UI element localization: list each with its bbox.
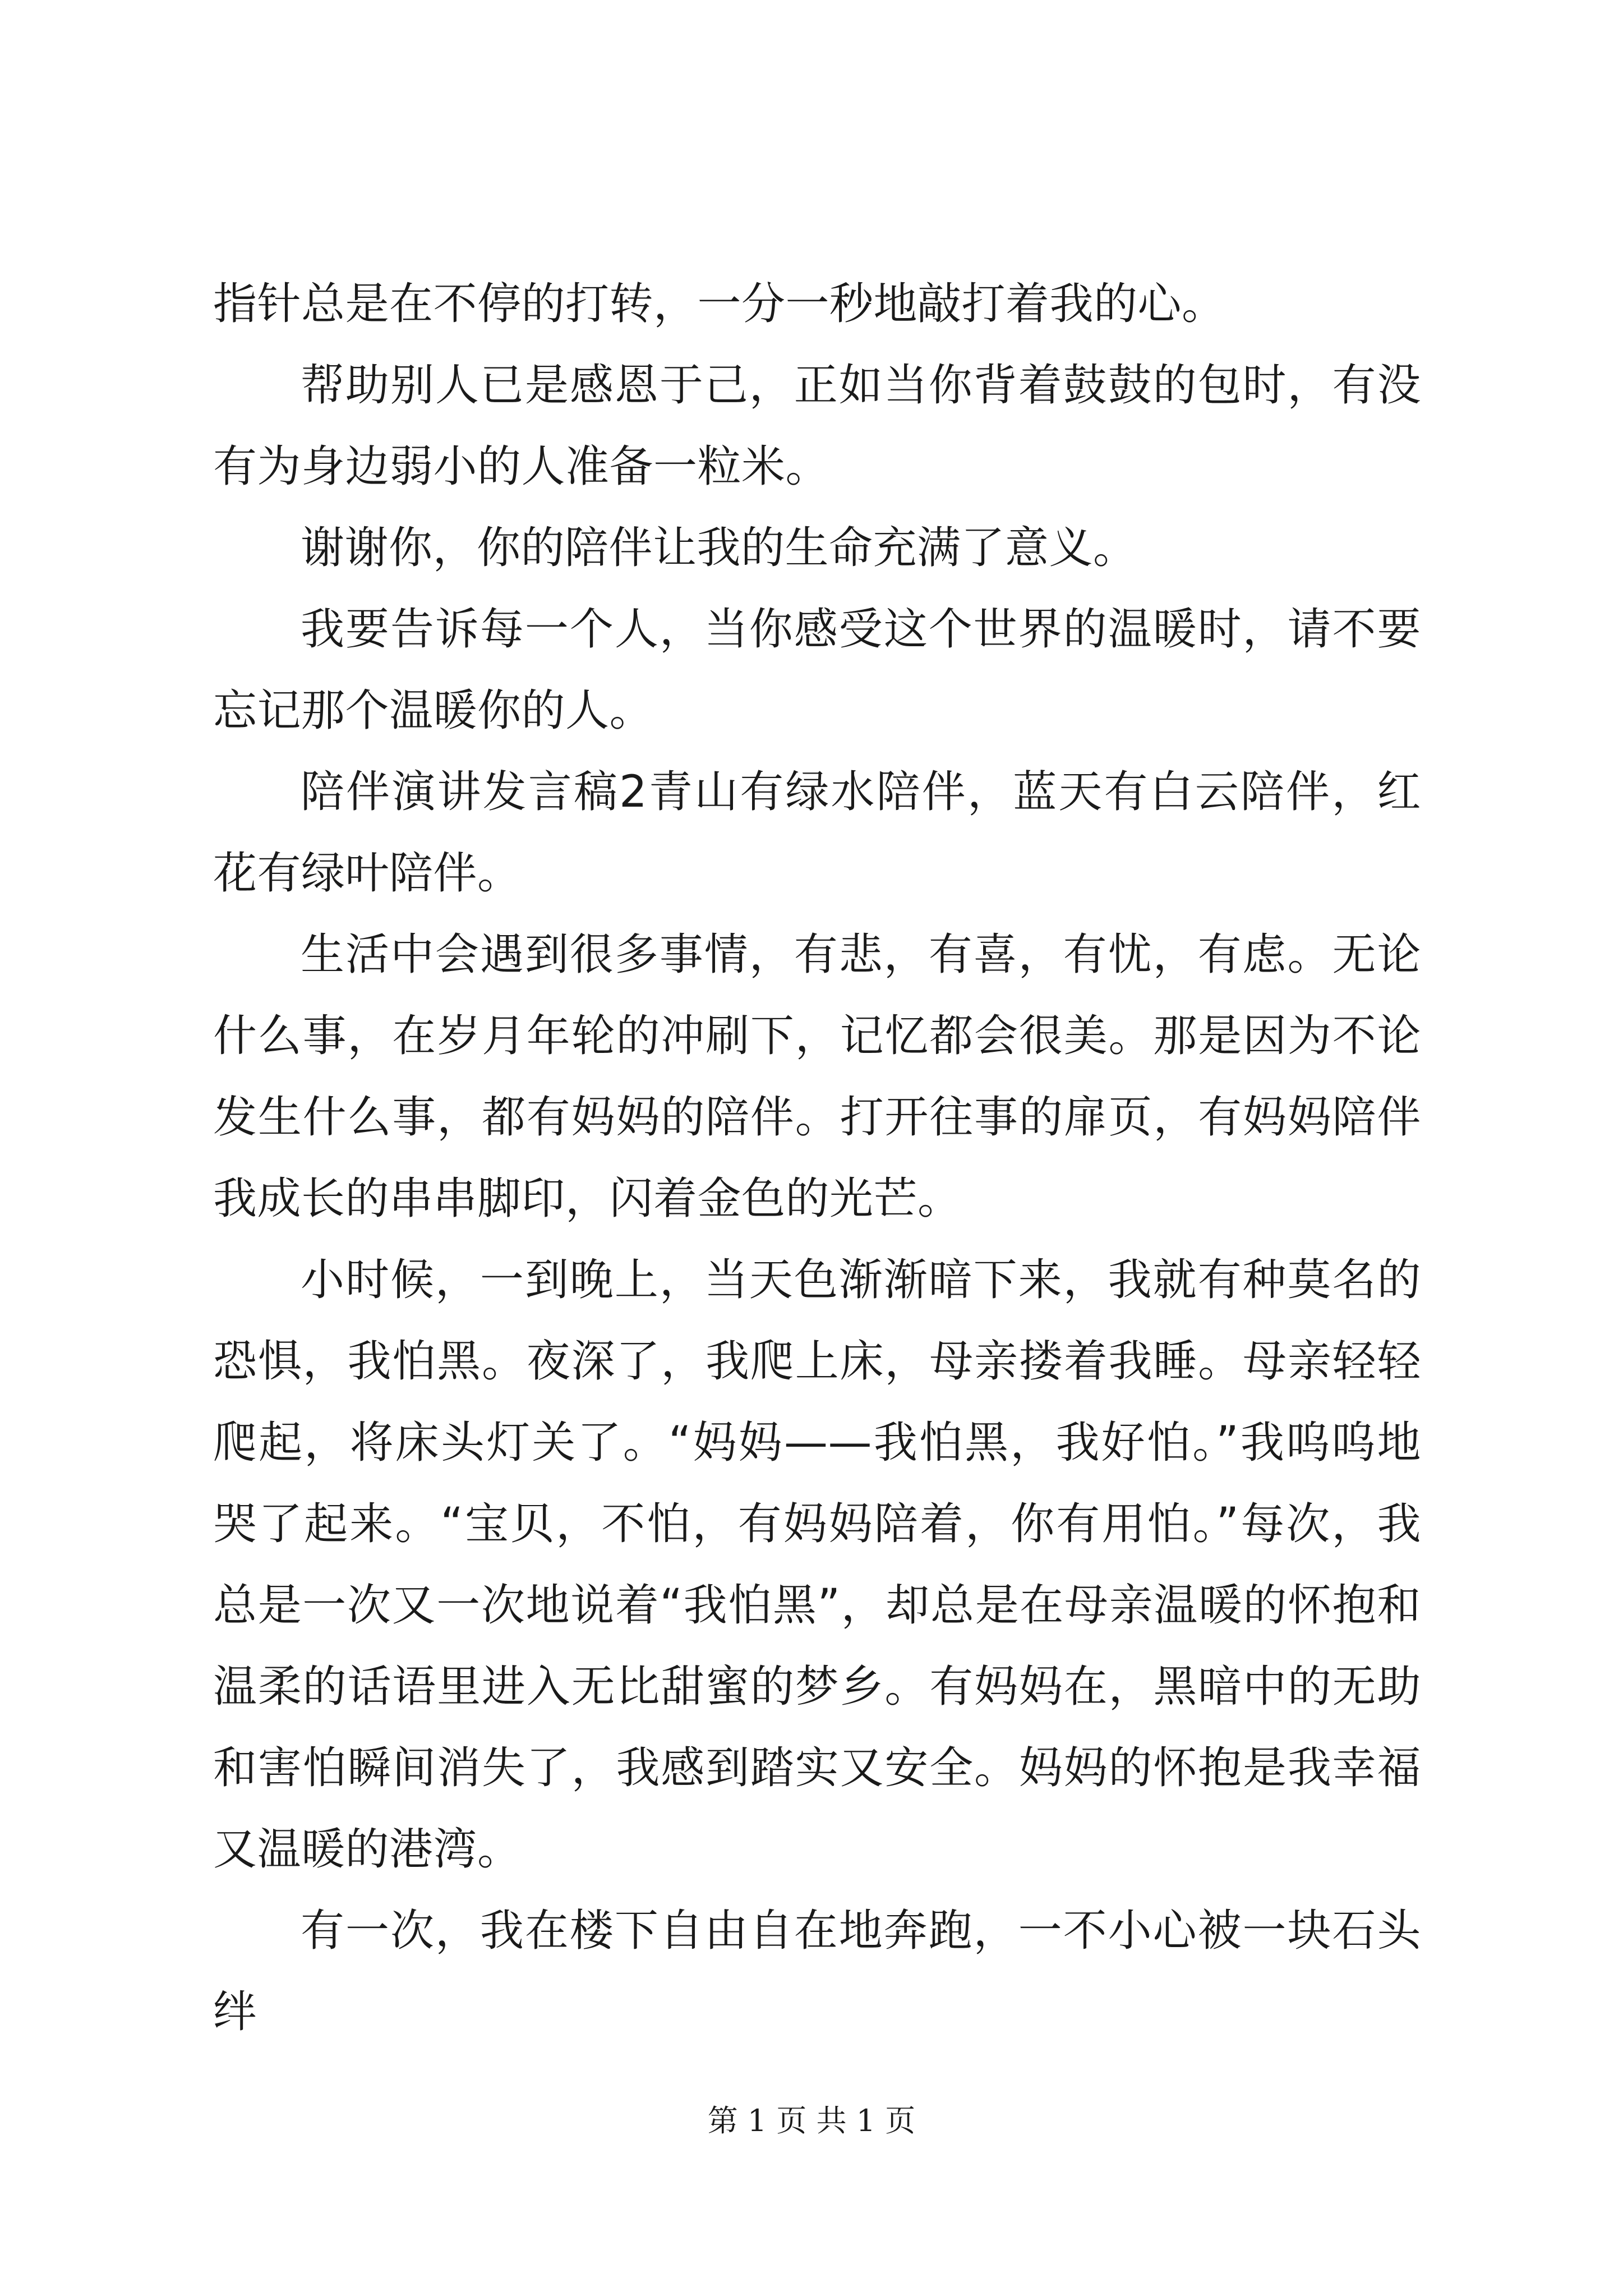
paragraph-6: 生活中会遇到很多事情，有悲，有喜，有忧，有虑。无论什么事，在岁月年轮的冲刷下，记忆都会很美。那是因为不论发生什么事，都有妈妈的陪伴。打开往事的扉页，有妈妈陪伴我成长的串串脚印，闪着金色的光芒。 [213, 930, 1421, 1224]
paragraph-3: 谢谢你，你的陪伴让我的生命充满了意义。 [301, 523, 1137, 573]
paragraph-8: 有一次，我在楼下自由自在地奔跑，一不小心被一块石头绊 [213, 1906, 1421, 2037]
document-body [213, 264, 1421, 2053]
paragraph-4: 我要告诉每一个人，当你感受这个世界的温暖时，请不要忘记那个温暖你的人。 [213, 604, 1421, 736]
page-footer [0, 2097, 1623, 2140]
paragraph-7: 小时候，一到晚上，当天色渐渐暗下来，我就有种莫名的恐惧，我怕黑。夜深了，我爬上床，母亲搂着我睡。母亲轻轻爬起，将床头灯关了。“妈妈——我怕黑，我好怕。”我呜呜地哭了起来。“宝贝，不怕，有妈妈陪着，你有用怕。”每次，我总是一次又一次地说着“我怕黑”，却总是在母亲温暖的怀抱和温柔的话语里进入无比甜蜜的梦乡。有妈妈在，黑暗中的无助和害怕瞬间消失了，我感到踏实又安全。妈妈的怀抱是我幸福又温暖的港湾。 [213, 1255, 1421, 1875]
paragraph-2: 帮助别人已是感恩于己，正如当你背着鼓鼓的包时，有没有为身边弱小的人准备一粒米。 [213, 360, 1421, 492]
page-number-label: 第 1 页 共 1 页 [707, 2103, 916, 2138]
paragraph-5: 陪伴演讲发言稿2青山有绿水陪伴，蓝天有白云陪伴，红花有绿叶陪伴。 [213, 767, 1421, 899]
paragraph-1: 指针总是在不停的打转，一分一秒地敲打着我的心。 [213, 279, 1226, 329]
